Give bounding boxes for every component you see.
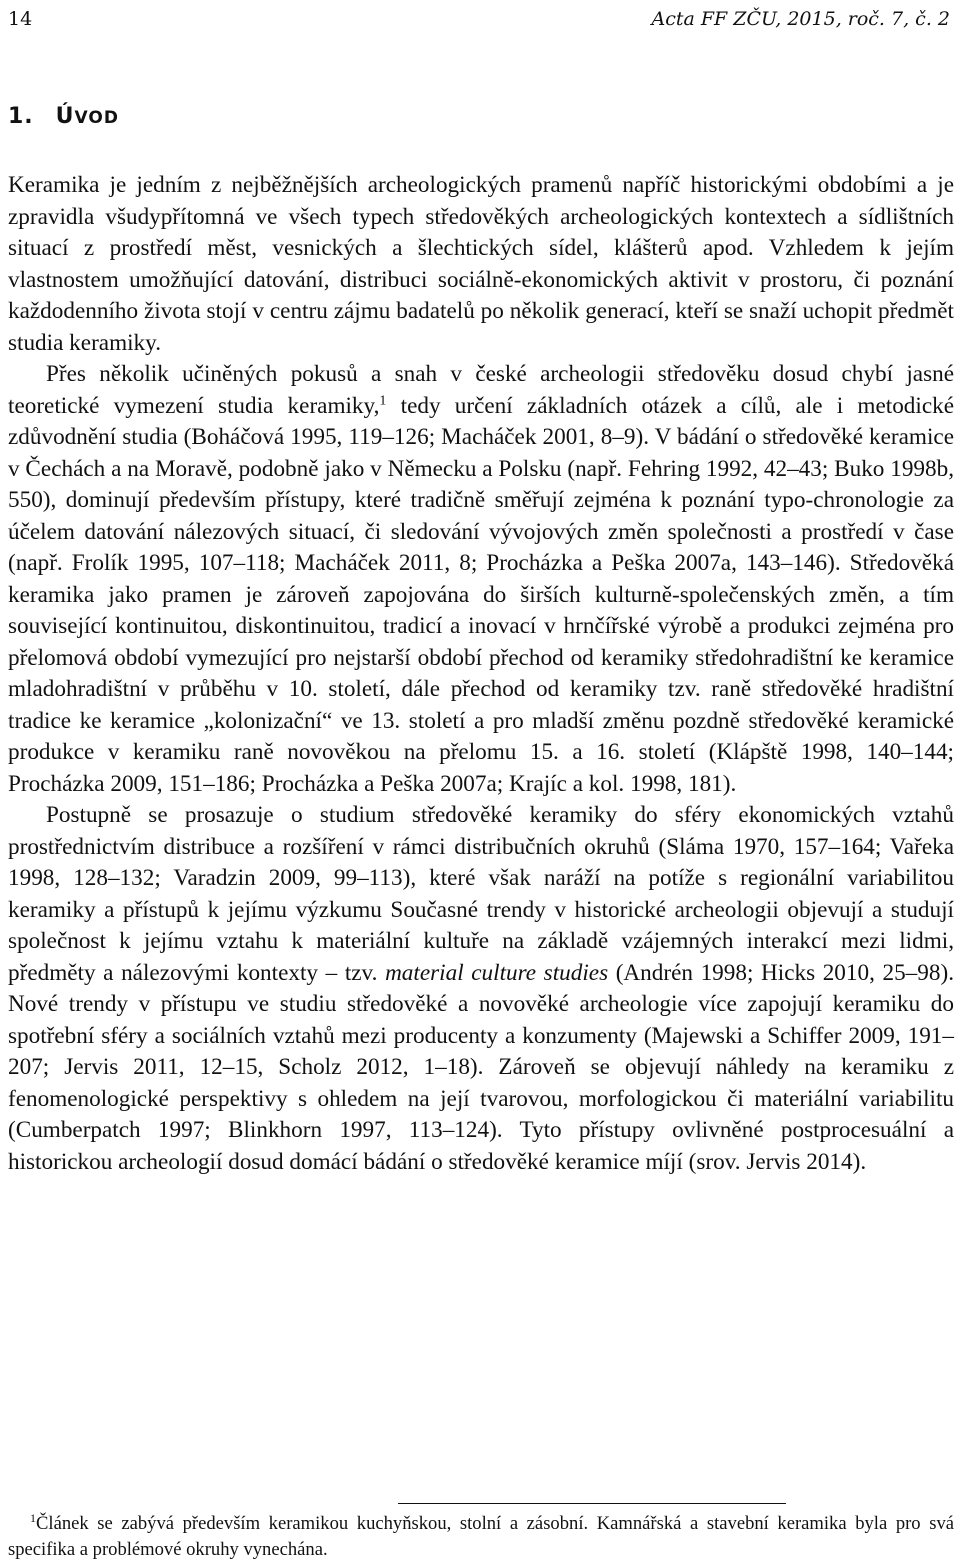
paragraph-3 — [8, 800, 954, 1178]
section-title-initial: Ú — [55, 104, 75, 129]
footnote-reference[interactable]: 1 — [379, 392, 387, 408]
footnote — [8, 1511, 954, 1563]
paragraph-3-text-a: Postupně se prosazuje o studium středověké keramiky do sféry ekonomických vztahů prostřednictvím distribuce a rozšíření v rámci distribučních okruhů (Sláma 1970, 157–164; Vařeka 1998, 128–132; Varadzin 2009, 99–113), které však naráží na potíže s regionální variabilitou keramiky a přístupů k jejímu výzkumu Současné trendy v historické archeologii objevují a studují společnost k jejímu vztahu k materiální kultuře na základě vzájemných interakcí mezi lidmi, předměty a nálezovými kontexty – tzv. — [8, 802, 954, 986]
body-text — [8, 170, 954, 1178]
section-heading — [8, 100, 119, 135]
footnote-text: Článek se zabývá především keramikou kuchyňskou, stolní a zásobní. Kamnářská a stavební keramika byla pro svá specifika a problémové okruhy vynechána. — [8, 1513, 954, 1560]
page-number: 14 — [8, 8, 33, 30]
paragraph-2-text-a: Přes několik učiněných pokusů a snah v české archeologii středověku dosud chybí jasné teoretické vymezení studia keramiky, — [8, 361, 954, 419]
section-number: 1. — [8, 104, 34, 129]
section-title-rest: VOD — [74, 108, 119, 128]
page-header — [8, 4, 950, 34]
paragraph-2 — [8, 359, 954, 800]
paragraph-2-text-b: tedy určení základních otázek a cílů, ale i metodické zdůvodnění studia (Boháčová 1995, 119–126; Macháček 2001, 8–9). V bádání o středověké keramice v Čechách a na Moravě, podobně jako v Německu a Polsku (např. Fehring 1992, 42–43; Buko 1998b, 550), dominují především přístupy, které tradičně směřují zejména k poznání typo-chronologie za účelem datování nálezových situací, či sledování vývojových změn společnosti a prostředí v čase (např. Frolík 1995, 107–118; Macháček 2011, 8; Procházka a Peška 2007a, 143–146). Středověká keramika jako pramen je zároveň zapojována do širších kulturně-společenských změn, a tím související kontinuitou, diskontinuitou, tradicí a inovací v hrnčířské výrobě a produkci zejména pro přelomová období vymezující pro nejstarší období přechod od keramiky středohradištní ke keramice mladohradištní v průběhu v 10. století, dále přechod od keramiky tzv. raně středověké hradištní tradice ke keramice „kolonizační“ ve 13. století a pro mladší změnu pozdně středověké keramické produkce v keramiku raně novověkou na přelomu 15. a 16. století (Klápště 1998, 140–144; Procházka 2009, 151–186; Procházka a Peška 2007a; Krajíc a kol. 1998, 181). — [8, 392, 954, 797]
paragraph-3-text-b: (Andrén 1998; Hicks 2010, 25–98). Nové trendy v přístupu ve studiu středověké a novověké archeologie více zapojují keramiku do spotřební sféry a sociálních vztahů mezi producenty a konzumenty (Majewski a Schiffer 2009, 191–207; Jervis 2011, 12–15, Scholz 2012, 1–18). Zároveň se objevují náhledy na keramiku z fenomenologické perspektivy s ohledem na její tvarovou, morfologickou či materiální variabilitu (Cumberpatch 1997; Blinkhorn 1997, 113–124). Tyto přístupy ovlivněné postprocesuální a historickou archeologií dosud domácí bádání o středověké keramice míjí (srov. Jervis 2014). — [8, 959, 954, 1175]
running-head: Acta FF ZČU, 2015, roč. 7, č. 2 — [651, 8, 950, 30]
footnote-marker: 1 — [30, 1510, 36, 1525]
footnote-divider — [398, 1503, 786, 1504]
paragraph-1: Keramika je jedním z nejběžnějších archeologických pramenů napříč historickými obdobími a je zpravidla všudypřítomná ve všech typech středověkých archeologických kontextech a sídlištních situací z prostředí měst, vesnických a šlechtických sídel, klášterů apod. Vzhledem k jejím vlastnostem umožňující datování, distribuci sociálně-ekonomických aktivit v prostoru, či poznání každodenního života stojí v centru zájmu badatelů po několik generací, kteří se snaží uchopit předmět studia keramiky. — [8, 172, 954, 356]
paragraph-3-emphasis: material culture studies — [385, 959, 609, 986]
